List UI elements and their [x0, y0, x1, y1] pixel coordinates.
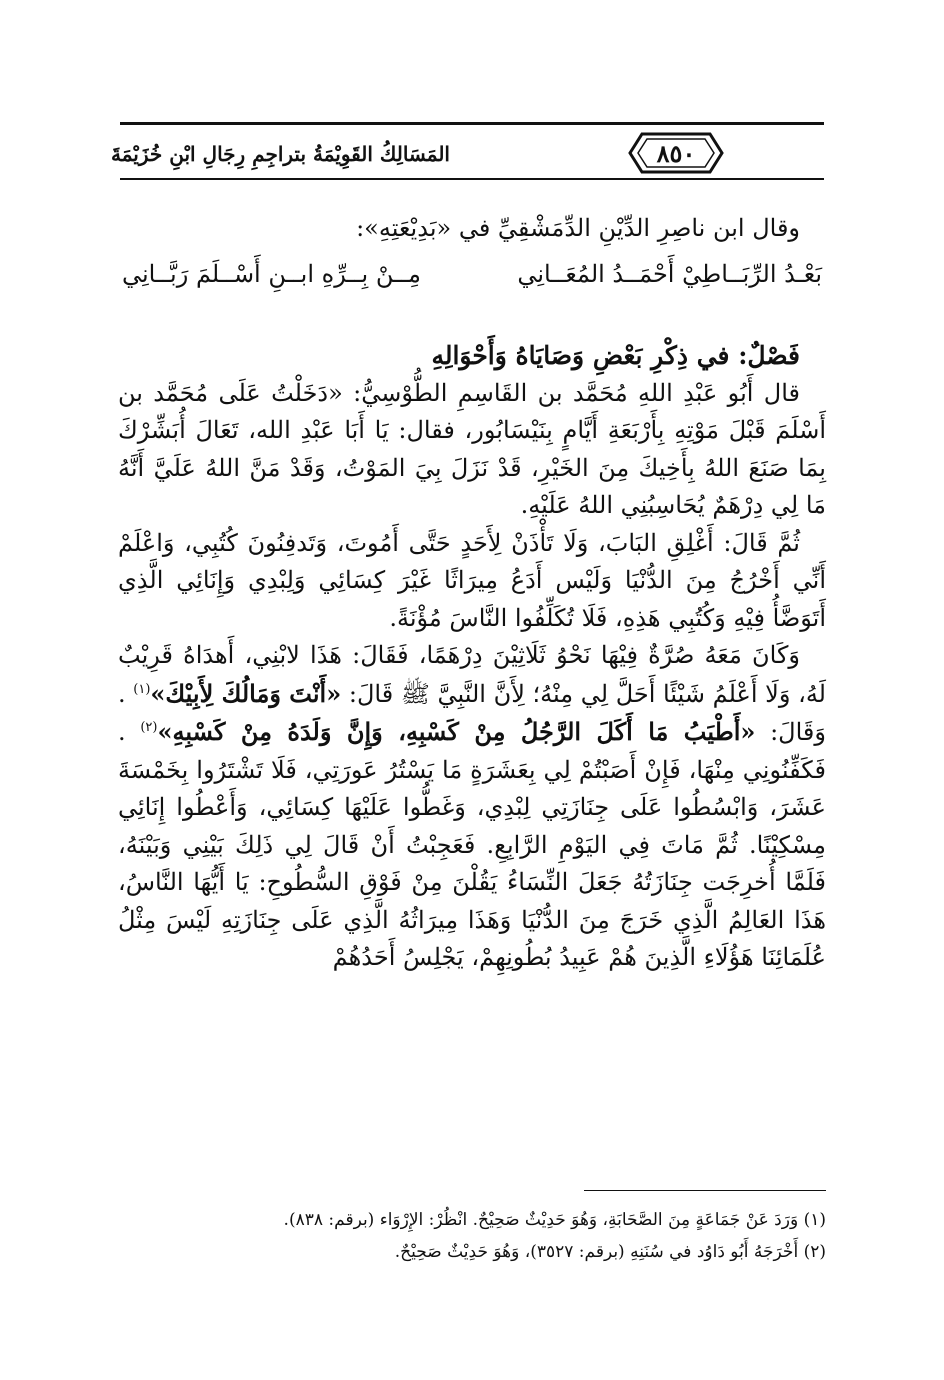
paragraph-3-part-3: . فَكَفِّنُونِي مِنْهَا، فَإِنْ أَصَبْتُمْ لِي بِعَشَرَةٍ مَا يَسْتُرُ عَورَتِي، فَلَا تَشْتَرُوا بِخَمْسَةَ عَشَرَ، وَابْسُطُوا عَلَى جِنَازَتِي لِبْدِي، وَغَطُّوا عَلَيْهَا كِسَائِي، وَأَعْطُوا إِنَائِي مِسْكِيْنًا. ثُمَّ مَاتَ فِي اليَوْمِ الرَّابِعِ. فَعَجِبْتُ أَنْ قَالَ لِي ذَلِكَ بَيْنِي وَبَيْنَهُ، فَلَمَّا أُخرِجَت جِنَازَتُهُ جَعَلَ النِّسَاءُ يَقُلْنَ مِنْ فَوْقِ السُّطُوحِ: يَا أَيُّهَا النَّاسُ، هَذَا العَالِمُ الَّذِي خَرَجَ مِنَ الدُّنْيَا وَهَذَا مِيرَاثُهُ الَّذِي عَلَى جِنَازَتِهِ لَيْسَ مِثْلُ عُلَمَائِنَا هَؤُلَاءِ الَّذِينَ هُمْ عَبِيدُ بُطُونِهِمْ، يَجْلِسُ أَحَدُهُمْ — [118, 718, 826, 971]
footnote-2: (٢) أَخْرَجَهُ أَبُو دَاوُد في سُنَنِهِ (برقم: ٣٥٢٧)، وَهُوَ حَدِيْثٌ صَحِيْحٌ. — [394, 1242, 826, 1262]
paragraph-3-part-1: وَكَانَ مَعَهُ صُرَّةٌ فِيْهَا نَحْوُ ثَلَاثِيْنَ دِرْهَمًا، فَقَالَ: هَذَا لابْنِي، أَهدَاهُ قَرِيْبٌ لَهُ، وَلَا أَعْلَمُ شَيْئًا أَحَلَّ لِي مِنْهُ؛ لِأَنَّ النَّبِيَّ ﷺ قَالَ: — [118, 641, 826, 708]
footnote-mark-2[interactable]: (٢) — [140, 720, 158, 735]
hadith-quote-2: «أَطْيَبُ مَا أَكَلَ الرَّجُلُ مِنْ كَسْبِهِ، وَإِنَّ وَلَدَهُ مِنْ كَسْبِهِ» — [157, 717, 756, 746]
hadith-quote-1: «أَنْتَ وَمَالُكَ لِأَبِيْكَ» — [150, 678, 342, 708]
intro-line: وقال ابن ناصِرِ الدِّيْنِ الدِّمَشْقِيِّ في «بَدِيْعَتِهِ»: — [356, 214, 800, 242]
footnote-separator — [584, 1190, 826, 1191]
page-number: ٨٥٠ — [656, 139, 696, 168]
paragraph-2: ثُمَّ قَالَ: أَغْلِقِ البَابَ، وَلَا تَأْذَنْ لِأَحَدٍ حَتَّى أَمُوتَ، وَتَدفِنُونَ كُتُبِي، وَاعْلَمْ أَنِّي أَخْرُجُ مِنَ الدُّنْيَا وَلَيْس أَدَعُ مِيرَاثًا غَيْرَ كِسَائِي وَلِبْدِي وَإِنَائِي الَّذِي أَتَوَضَّأُ فِيْهِ وَكُتُبِي هَذِهِ، فَلَا تُكَلِّفُوا النَّاسَ مُؤْنَةً. — [118, 528, 826, 632]
body-text — [118, 210, 826, 977]
page-header — [111, 118, 824, 198]
footnote-mark-1[interactable]: (١) — [133, 681, 151, 697]
section-heading: فَصْلٌ: في ذِكْرِ بَعْضِ وَصَايَاهُ وَأَحْوَالِهِ — [431, 341, 800, 370]
header-rule-top — [120, 122, 824, 125]
paragraph-3 — [118, 637, 826, 977]
running-title: المَسَالِكُ القَوِيْمَةُ بتراجِمِ رِجَالِ ابْنِ خُزَيْمَةَ — [111, 142, 450, 166]
poem-left-hemistich: مِــنْ بِــرِّهِ ابــنِ أَسْــلَمَ رَبَّــانِي — [122, 259, 422, 288]
paragraph-3-part-2: . وَقَالَ: — [118, 679, 826, 746]
header-rule-bottom — [120, 178, 824, 180]
footnotes — [118, 1204, 826, 1268]
poem-right-hemistich: بَعْـدُ الرِّبَــاطِيْ أَحْمَــدُ المُعَــانِي — [517, 259, 822, 288]
paragraph-1: قال أَبُو عَبْدِ اللهِ مُحَمَّد بن القَاسِمِ الطُّوْسِيُّ: «دَخَلْتُ عَلَى مُحَمَّد بن أَسْلَمَ قَبْلَ مَوْتِهِ بِأَرْبَعَةِ أَيَّامٍ بِنَيْسَابُور، فقال: يَا أَبَا عَبْدِ الله، تَعَالَ أُبَشِّرْكَ بِمَا صَنَعَ اللهُ بِأَخِيكَ مِنَ الخَيْرِ، قَدْ نَزَلَ بِيَ المَوْتُ، وَقَدْ مَنَّ اللهُ عَلَيَّ أَنَّهُ مَا لِي دِرْهَمٌ يُحَاسِبُنِي اللهُ عَلَيْهِ. — [118, 378, 826, 519]
page-number-badge — [628, 130, 724, 176]
footnote-1: (١) وَرَدَ عَنْ جَمَاعَةٍ مِنَ الصَّحَابَةِ، وَهُوَ حَدِيْثٌ صَحِيْحٌ. انْظُرْ: الإِرْوَاء (برقم: ٨٣٨). — [283, 1210, 826, 1230]
poem-verse — [118, 256, 826, 294]
